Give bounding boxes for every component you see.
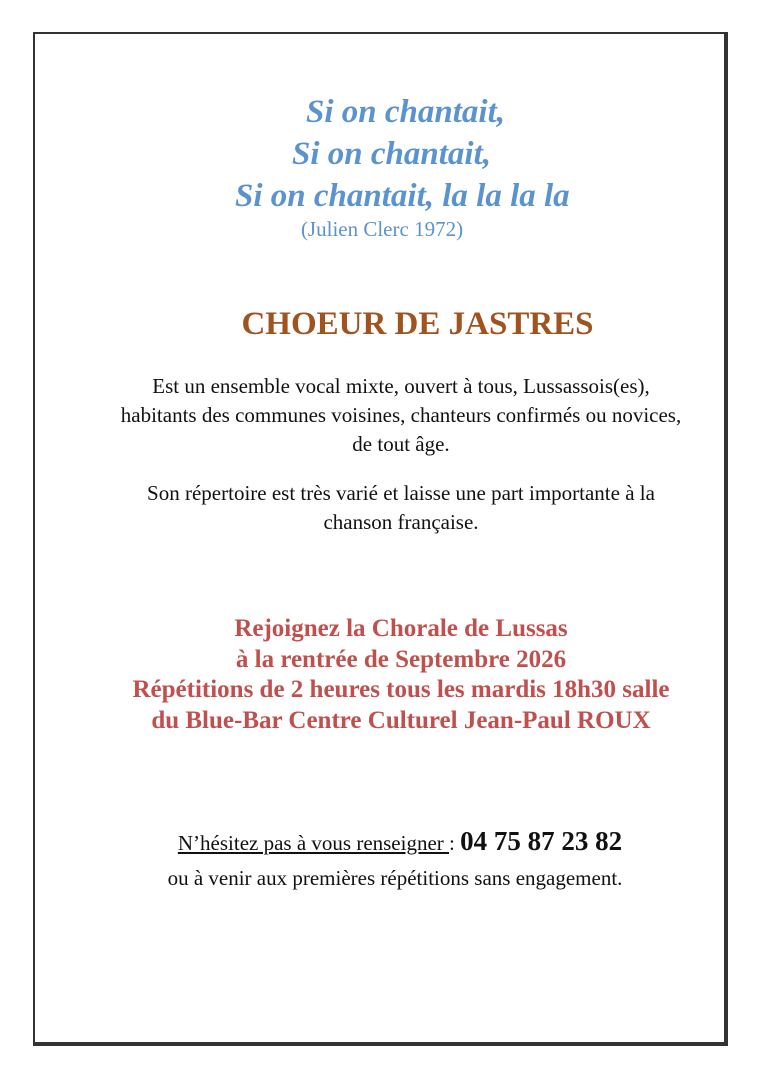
description-paragraph-1 <box>50 372 752 459</box>
phone-number[interactable]: 04 75 87 23 82 <box>460 826 623 856</box>
description-paragraph-2 <box>50 479 752 537</box>
contact-separator: : <box>449 831 461 855</box>
lyric-credit: (Julien Clerc 1972) <box>300 217 464 241</box>
page-title: CHOEUR DE JASTRES <box>241 306 594 342</box>
invitation-line: du Blue-Bar Centre Culturel Jean-Paul ROUX <box>151 706 651 734</box>
contact-note: ou à venir aux premières répétitions sans engagement. <box>167 866 623 890</box>
contact-prompt: N’hésitez pas à vous renseigner <box>177 831 450 855</box>
lyric-line-3: Si on chantait, la la la la <box>235 178 570 214</box>
lyric-line-1: Si on chantait, <box>306 94 505 130</box>
description-line: chanson française. <box>323 510 479 534</box>
description-line: de tout âge. <box>352 432 450 456</box>
invitation-block <box>50 614 752 736</box>
description-line: Son répertoire est très varié et laisse une part importante à la <box>147 481 655 505</box>
description-line: Est un ensemble vocal mixte, ouvert à tous, Lussassois(es), <box>152 374 650 398</box>
invitation-line: Répétitions de 2 heures tous les mardis 18h30 salle <box>132 676 670 703</box>
lyric-line-2: Si on chantait, <box>292 136 491 172</box>
description-line: habitants des communes voisines, chanteurs confirmés ou novices, <box>120 403 682 427</box>
invitation-line: Rejoignez la Chorale de Lussas <box>234 615 568 642</box>
invitation-line: à la rentrée de Septembre 2026 <box>235 645 567 673</box>
contact-line <box>0 828 764 855</box>
